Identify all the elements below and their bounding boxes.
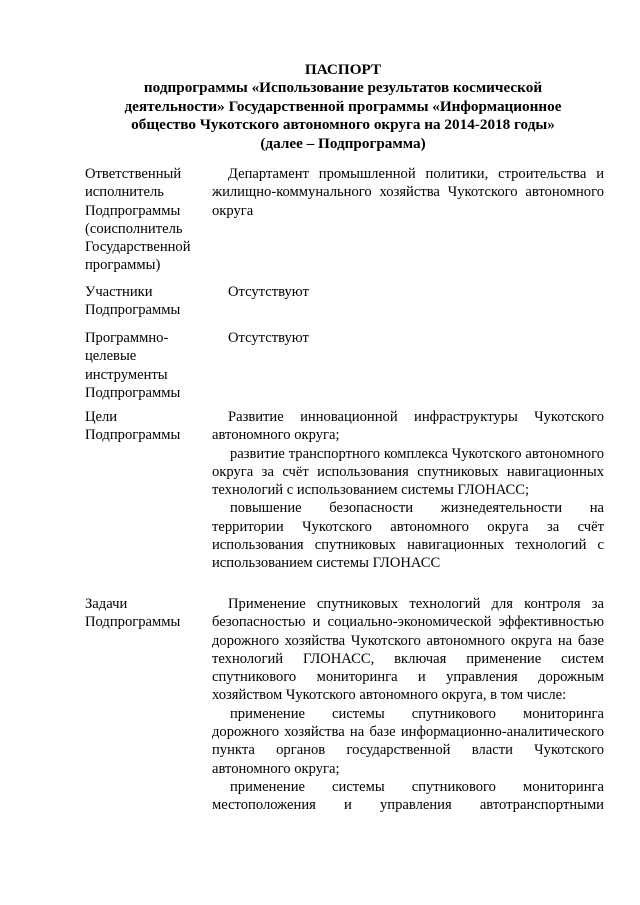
row-paragraph: повышение безопасности жизнедеятельности на территории Чукотского автономного округа за счёт использования спутниковых навигационных технологий с использованием системы ГЛОНАСС (212, 500, 604, 572)
row-goals (85, 408, 606, 584)
row-paragraph: Отсутствуют (228, 330, 309, 346)
row-content (212, 329, 604, 347)
passport-title (80, 61, 606, 153)
row-paragraph: развитие транспортного комплекса Чукотского автономного округа за счёт использования спутниковых навигационных технологий с использованием системы ГЛОНАСС; (212, 445, 604, 499)
row-paragraph: Отсутствуют (228, 284, 309, 300)
row-content (212, 408, 604, 573)
row-responsible-executor (85, 165, 606, 275)
row-paragraph: Департамент промышленной политики, строительства и жилищно-коммунального хозяйства Чукотского автономного округа (212, 166, 604, 219)
row-label: Цели Подпрограммы (85, 409, 181, 444)
row-label: Участники Подпрограммы (85, 284, 181, 319)
row-participants (85, 283, 606, 321)
row-paragraph: Применение спутниковых технологий для контроля за безопасностью и социально-экономической эффективностью дорожного хозяйства Чукотского автономного округа на базе технологий ГЛОНАСС, включая применение систем спутникового мониторинга и управления дорожным хозяйством Чукотского автономного округа, в том числе: (212, 596, 604, 704)
row-paragraph: Развитие инновационной инфраструктуры Чукотского автономного округа; (212, 409, 604, 444)
row-label: Задачи Подпрограммы (85, 596, 181, 631)
title-heading: ПАСПОРТ (304, 61, 382, 78)
title-line: деятельности» Государственной программы «Информационное (124, 97, 562, 115)
title-line: общество Чукотского автономного округа на 2014-2018 годы» (131, 116, 555, 134)
title-line: подпрограммы «Использование результатов космической (143, 79, 543, 97)
row-tasks (85, 595, 606, 855)
row-content (212, 595, 604, 815)
title-line: (далее – Подпрограмма) (260, 134, 426, 152)
row-label: Ответственный исполнитель Подпрограммы (соисполнитель Государственной программы) (85, 166, 191, 274)
row-program-instruments (85, 329, 606, 403)
row-paragraph: применение системы спутникового мониторинга дорожного хозяйства на базе информационно-аналитического пункта органов государственной власти Чукотского автономного округа; (212, 705, 604, 777)
row-content (212, 283, 604, 301)
row-label: Программно- целевые инструменты Подпрограммы (85, 330, 181, 401)
row-content (212, 165, 604, 220)
row-paragraph: применение системы спутникового мониторинга местоположения и управления автотранспортными (212, 778, 604, 814)
